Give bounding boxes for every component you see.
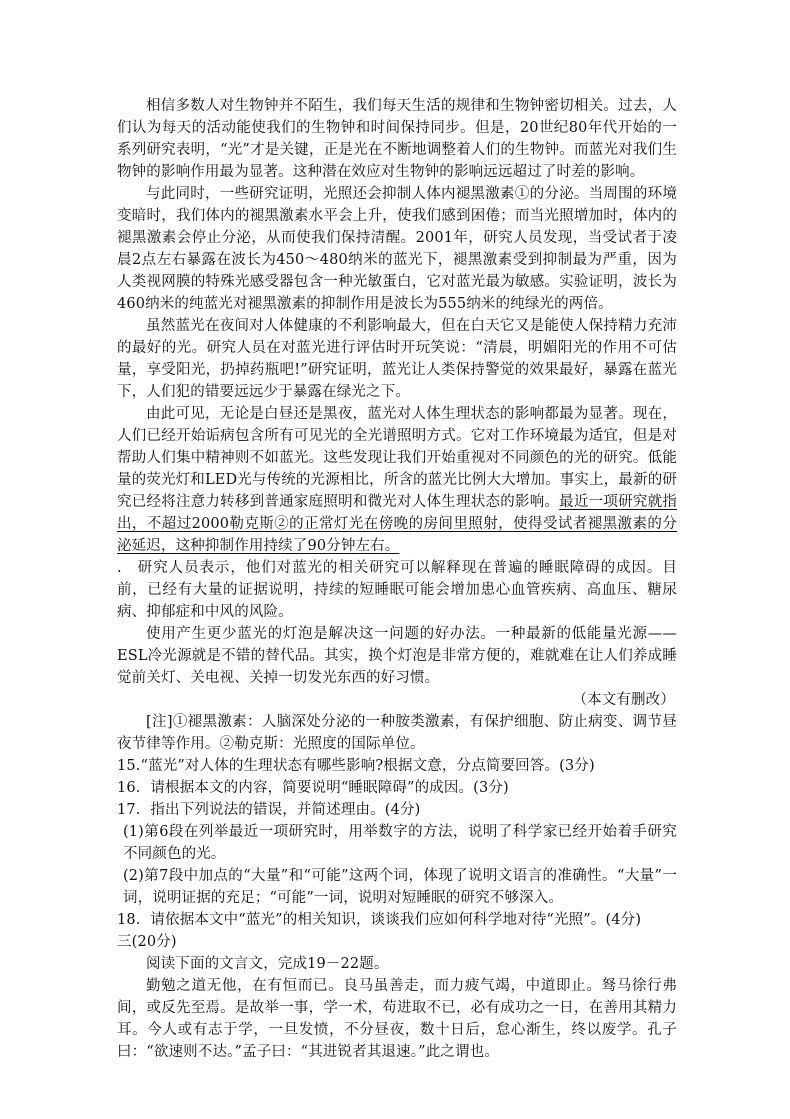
paragraph-4-text: 由此可见，无论是白昼还是黑夜，蓝光对人体生理状态的影响都最为显著。现在，人们已经开始诟病包含所有可见光的全光谱照明方式。它对工作环境最为适宜，但是对帮助人们集中精神则不如蓝光。这些发现让我们开始重视对不同颜色的光的研究。低能量的荧光灯和LED光与传统的光源相比，所含的蓝光比例大大增加。事实上，最新的研究已经将注意力转移到普通家庭照明和微光对人体生理状态的影响。 [117,406,677,510]
question-16: 16．请根据本文的内容，简要说明“睡眠障碍”的成因。(3分) [117,780,509,796]
section-3-header: 三(20分) [117,934,177,950]
section-3-intro: 阅读下面的文言文，完成19－22题。 [146,956,389,972]
paragraph-5-marker: . [117,560,122,576]
question-15: 15.“蓝光”对人体的生理状态有哪些影响?根据文意，分点简要回答。(3分) [117,758,595,774]
question-17-item-1: (1)第6段在列举最近一项研究时，用举数字的方法，说明了科学家已经开始着手研究不同颜色的光。 [123,824,677,862]
paragraph-6: 使用产生更少蓝光的灯泡是解决这一问题的好办法。一种最新的低能量光源——ESL冷光源就是不错的替代品。其实，换个灯泡是非常方便的，难就难在让人们养成睡觉前关灯、关电视、关掉一切发光东西的好习惯。 [117,626,677,686]
paragraph-3: 虽然蓝光在夜间对人体健康的不利影响最大，但在白天它又是能使人保持精力充沛的最好的光。研究人员在对蓝光进行评估时开玩笑说：“清晨，明媚阳光的作用不可估量，享受阳光，扔掉药瓶吧!”研究证明，蓝光让人类保持警觉的效果最好，暴露在蓝光下，人们犯的错要远远少于暴露在绿光之下。 [117,318,677,400]
footnote: [注]①褪黑激素：人脑深处分泌的一种胺类激素，有保护细胞、防止病变、调节昼夜节律等作用。②勒克斯：光照度的国际单位。 [117,714,677,752]
paragraph-4 [117,403,677,557]
paragraph-1: 相信多数人对生物钟并不陌生，我们每天生活的规律和生物钟密切相关。过去，人们认为每天的活动能使我们的生物钟和时间保持同步。但是，20世纪80年代开始的一系列研究表明，“光”才是关键，正是光在不断地调整着人们的生物钟。而蓝光对我们生物钟的影响作用最为显著。这种潜在效应对生物钟的影响远远超过了时差的影响。 [117,98,677,180]
source-note: （本文有删改） [572,692,675,708]
question-17-item-2: (2)第7段中加点的“大量”和“可能”这两个词，体现了说明文语言的准确性。“大量”一词，说明证据的充足；“可能”一词，说明对短睡眠的研究不够深入。 [123,868,677,906]
document-page [117,95,677,1063]
paragraph-5-text: 研究人员表示，他们对蓝光的相关研究可以解释现在普遍的睡眠障碍的成因。目前，已经有大量的证据说明，持续的短睡眠可能会增加患心血管疾病、高血压、糖尿病、抑郁症和中风的风险。 [117,560,677,620]
paragraph-5 [117,557,677,623]
paragraph-2: 与此同时，一些研究证明，光照还会抑制人体内褪黑激素①的分泌。当周围的环境变暗时，我们体内的褪黑激素水平会上升，使我们感到困倦；而当光照增加时，体内的褪黑激素会停止分泌，从而使我们保持清醒。2001年，研究人员发现，当受试者于凌晨2点左右暴露在波长为450～480纳米的蓝光下，褪黑激素受到抑制最为严重，因为人类视网膜的特殊光感受器包含一种光敏蛋白，它对蓝光最为敏感。实验证明，波长为460纳米的纯蓝光对褪黑激素的抑制作用是波长为555纳米的纯绿光的两倍。 [117,186,677,312]
question-17: 17．指出下列说法的错误，并简述理由。(4分) [117,802,421,818]
classical-passage: 勤勉之道无他，在有恒而已。良马虽善走，而力疲气竭，中道即止。驽马徐行弗间，或反先至焉。是故举一事，学一术，苟进取不已，必有成功之一日，在善用其精力耳。今人或有志于学，一旦发愤，不分昼夜，数十日后，怠心渐生，终以废学。孔子曰：“欲速则不达。”孟子曰：“其进锐者其退速。”此之谓也。 [117,978,677,1060]
question-18: 18．请依据本文中“蓝光”的相关知识，谈谈我们应如何科学地对待“光照”。(4分) [117,912,642,928]
paragraph-4-underlined: 最近一项研究就指出，不超过2000勒克斯②的正常灯光在傍晚的房间里照射，使得受试者褪黑激素的分泌延迟，这种抑制作用持续了90分钟左右。 [117,494,677,554]
